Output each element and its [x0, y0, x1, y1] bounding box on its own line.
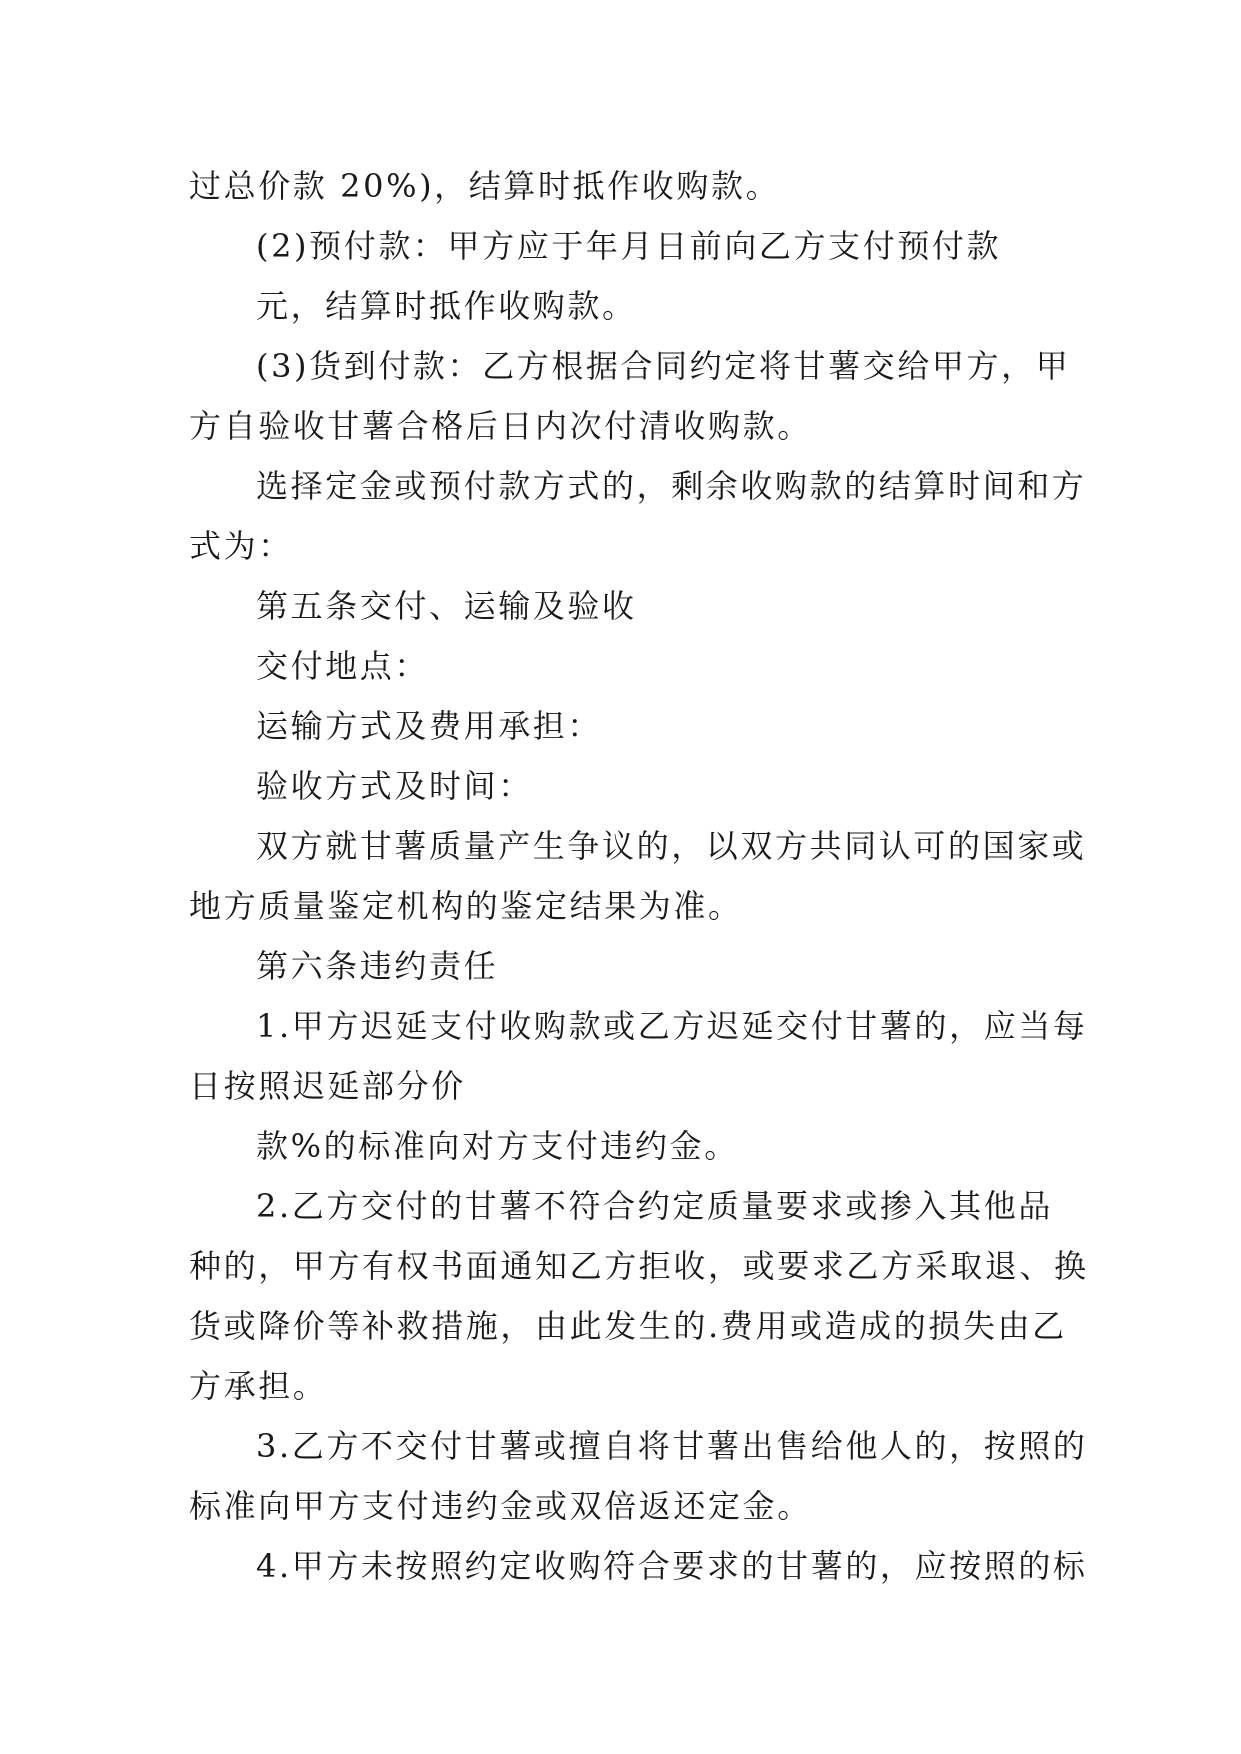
paragraph-line: 运输方式及费用承担：	[256, 707, 603, 745]
paragraph-line: 地方质量鉴定机构的鉴定结果为准。	[189, 887, 743, 925]
paragraph-line: 验收方式及时间：	[256, 767, 533, 805]
paragraph-line: 日按照迟延部分价	[189, 1067, 466, 1105]
paragraph-line: 过总价款 20%)，结算时抵作收购款。	[189, 167, 781, 205]
paragraph-line: 3.乙方不交付甘薯或擅自将甘薯出售给他人的，按照的	[256, 1427, 1088, 1465]
paragraph-line: 1.甲方迟延支付收购款或乙方迟延交付甘薯的，应当每	[256, 1007, 1088, 1045]
paragraph-line: 元，结算时抵作收购款。	[256, 287, 637, 325]
section-heading: 第六条违约责任	[256, 947, 499, 985]
paragraph-line: 选择定金或预付款方式的，剩余收购款的结算时间和方	[256, 467, 1087, 505]
paragraph-line: 方承担。	[189, 1367, 328, 1405]
paragraph-line: 式为：	[189, 527, 293, 565]
section-heading: 第五条交付、运输及验收	[256, 587, 637, 625]
paragraph-line: 方自验收甘薯合格后日内次付清收购款。	[189, 407, 812, 445]
paragraph-line: 2.乙方交付的甘薯不符合约定质量要求或掺入其他品	[256, 1187, 1053, 1225]
paragraph-line: (3)货到付款：乙方根据合同约定将甘薯交给甲方，甲	[256, 347, 1071, 385]
paragraph-line: 交付地点：	[256, 647, 430, 685]
paragraph-line: 种的，甲方有权书面通知乙方拒收，或要求乙方采取退、换	[189, 1247, 1089, 1285]
paragraph-line: 4.甲方未按照约定收购符合要求的甘薯的，应按照的标	[256, 1547, 1088, 1585]
paragraph-line: 款%的标准向对方支付违约金。	[256, 1127, 739, 1165]
paragraph-line: 标准向甲方支付违约金或双倍返还定金。	[189, 1487, 812, 1525]
paragraph-line: 双方就甘薯质量产生争议的，以双方共同认可的国家或	[256, 827, 1087, 865]
paragraph-line: (2)预付款：甲方应于年月日前向乙方支付预付款	[256, 227, 1002, 265]
paragraph-line: 货或降价等补救措施，由此发生的.费用或造成的损失由乙	[189, 1307, 1067, 1345]
